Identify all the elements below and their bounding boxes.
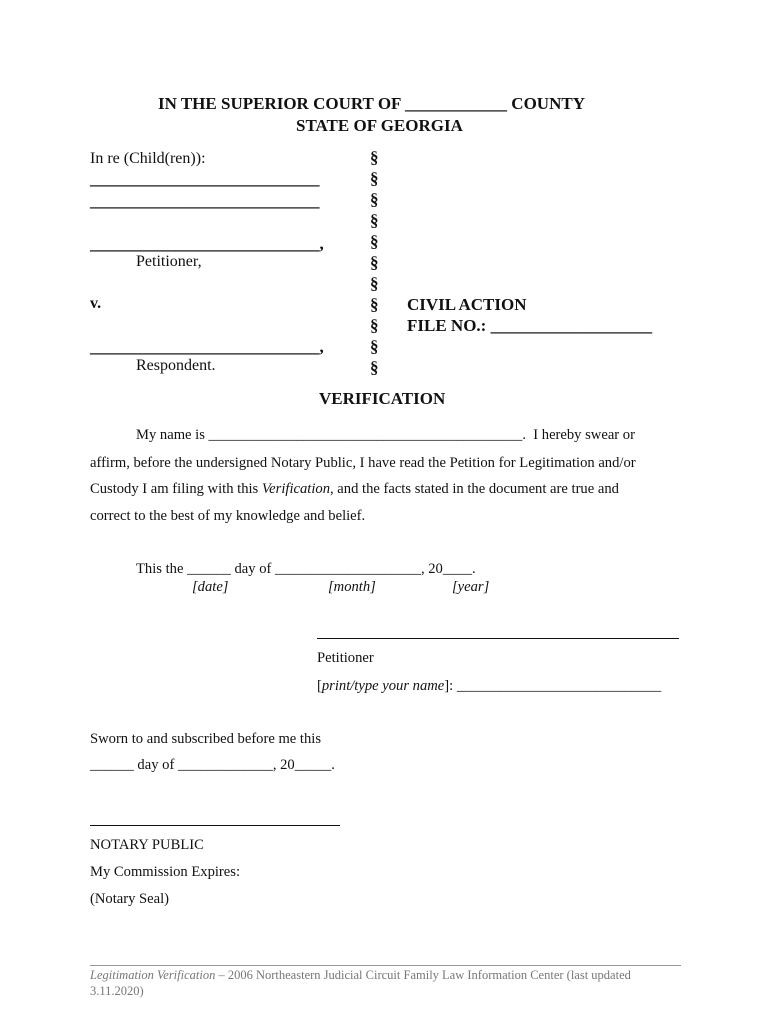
verification-title: VERIFICATION bbox=[319, 389, 446, 408]
footer-form-title: Legitimation Verification bbox=[90, 968, 216, 982]
verification-para-line-3 bbox=[90, 481, 619, 498]
notary-signature-line bbox=[90, 825, 340, 826]
commission-expires-label: My Commission Expires: bbox=[90, 864, 240, 880]
footer-rule bbox=[90, 965, 681, 966]
verification-para-line-4: correct to the best of my knowledge and belief. bbox=[90, 508, 366, 524]
petitioner-signature-label: Petitioner bbox=[317, 650, 374, 666]
verification-para-line-3-start: Custody I am filing with this bbox=[90, 481, 262, 497]
court-heading: IN THE SUPERIOR COURT OF ____________ COUNTY bbox=[158, 94, 585, 113]
petitioner-label: Petitioner, bbox=[136, 253, 202, 270]
respondent-label: Respondent. bbox=[136, 357, 216, 374]
section-symbol: § bbox=[370, 148, 379, 167]
petitioner-signature-line bbox=[317, 638, 679, 639]
file-number-field: FILE NO.: ___________________ bbox=[407, 316, 653, 335]
child-name-blank-1: ___________________________ bbox=[90, 169, 320, 188]
footer-line-2: 3.11.2020) bbox=[90, 984, 144, 998]
section-symbol: § bbox=[370, 337, 379, 356]
print-name-hint: print/type your name bbox=[321, 678, 445, 694]
print-name-bracket-open: [ bbox=[317, 678, 322, 694]
verification-para-line-3-end: , and the facts stated in the document are true and bbox=[330, 481, 619, 497]
section-symbol: § bbox=[370, 295, 379, 314]
year-hint: [year] bbox=[452, 579, 490, 595]
date-hint: [date] bbox=[192, 579, 229, 595]
section-symbol: § bbox=[370, 211, 379, 230]
notary-seal-label: (Notary Seal) bbox=[90, 891, 170, 907]
child-name-blank-2: ___________________________ bbox=[90, 191, 320, 210]
petitioner-name-blank: ___________________________, bbox=[90, 234, 324, 253]
section-symbol: § bbox=[370, 316, 379, 335]
print-name-field bbox=[317, 678, 661, 695]
section-symbol: § bbox=[370, 190, 379, 209]
notary-public-label: NOTARY PUBLIC bbox=[90, 837, 204, 853]
respondent-name-blank: ___________________________, bbox=[90, 337, 324, 356]
date-line: This the ______ day of ____________________, 20____. bbox=[136, 561, 476, 577]
verification-italic-word: Verification bbox=[261, 481, 330, 497]
state-heading: STATE OF GEORGIA bbox=[296, 116, 463, 135]
print-name-blank: ]: ____________________________ bbox=[444, 678, 662, 694]
verification-para-line-2: affirm, before the undersigned Notary Public, I have read the Petition for Legitimation and/or bbox=[90, 455, 636, 471]
verification-para-line-1: My name is ___________________________________________. I hereby swear or bbox=[136, 427, 635, 443]
footer-source: – 2006 Northeastern Judicial Circuit Family Law Information Center (last updated bbox=[215, 968, 631, 982]
civil-action-label: CIVIL ACTION bbox=[407, 295, 527, 314]
versus-label: v. bbox=[90, 295, 102, 312]
section-symbol: § bbox=[370, 274, 379, 293]
section-symbol: § bbox=[370, 358, 379, 377]
section-symbol: § bbox=[370, 169, 379, 188]
sworn-statement: Sworn to and subscribed before me this bbox=[90, 731, 322, 747]
section-symbol: § bbox=[370, 232, 379, 251]
notary-date-line: ______ day of _____________, 20_____. bbox=[90, 757, 335, 773]
footer-line-1 bbox=[90, 968, 631, 983]
in-re-label: In re (Child(ren)): bbox=[90, 150, 206, 167]
section-symbol: § bbox=[370, 253, 379, 272]
month-hint: [month] bbox=[328, 579, 376, 595]
